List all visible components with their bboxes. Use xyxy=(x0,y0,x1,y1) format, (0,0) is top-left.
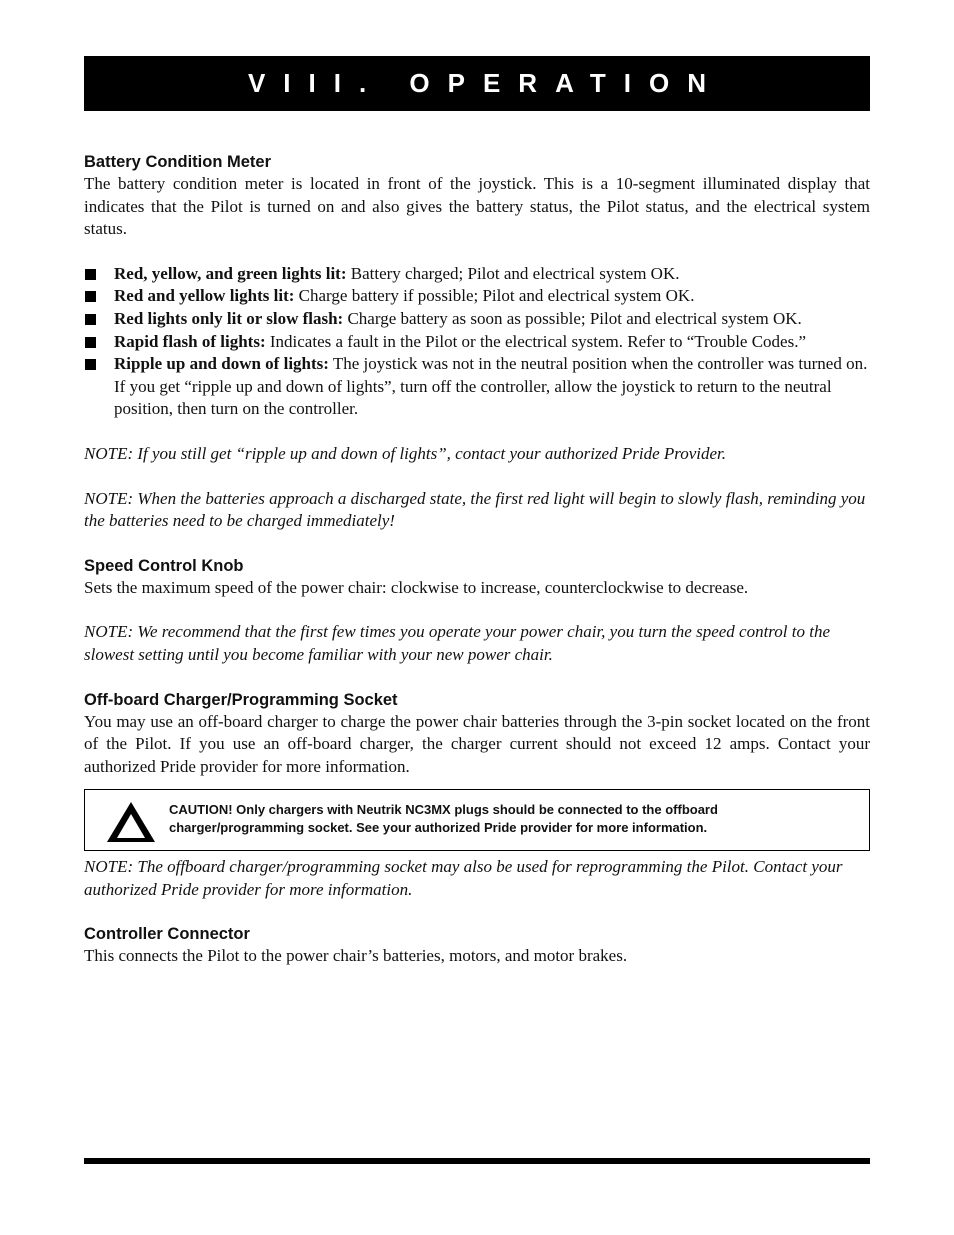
warning-triangle-icon xyxy=(103,800,159,844)
section-header-bar xyxy=(84,56,870,111)
list-item xyxy=(84,285,870,308)
bullet-label: Red and yellow lights lit: xyxy=(114,286,295,306)
speed-heading: Speed Control Knob xyxy=(84,556,244,575)
footer-rule xyxy=(84,1158,870,1164)
battery-body: The battery condition meter is located in front of the joystick. This is a 10-segment illuminated display that indicates that the Pilot is turned on and also gives the battery status, the Pilot status, and the electrical system status. xyxy=(84,174,870,239)
charger-heading: Off-board Charger/Programming Socket xyxy=(84,690,398,709)
connector-heading: Controller Connector xyxy=(84,925,250,944)
battery-status-list xyxy=(84,263,870,421)
square-bullet-icon xyxy=(85,359,96,370)
square-bullet-icon xyxy=(85,291,96,302)
bullet-label: Rapid flash of lights: xyxy=(114,331,266,351)
bullet-text: Indicates a fault in the Pilot or the electrical system. Refer to “Trouble Codes.” xyxy=(265,331,807,351)
battery-note-1: NOTE: If you still get “ripple up and down of lights”, contact your authorized Pride Provider. xyxy=(84,443,727,463)
battery-note-2: NOTE: When the batteries approach a discharged state, the first red light will begin to slowly flash, reminding you the batteries need to be charged immediately! xyxy=(84,488,866,531)
page-content xyxy=(84,151,870,968)
bullet-text: Charge battery if possible; Pilot and electrical system OK. xyxy=(294,286,695,306)
bullet-label: Red lights only lit or slow flash: xyxy=(114,308,344,328)
section-title: VIII. OPERATION xyxy=(247,68,725,98)
list-item xyxy=(84,353,870,421)
charger-note: NOTE: The offboard charger/programming socket may also be used for reprogramming the Pilot. Contact your authorized Pride provider for more information. xyxy=(84,857,843,899)
caution-text: CAUTION! Only chargers with Neutrik NC3MX plugs should be connected to the offboard charger/programming socket. See your authorized Pride provider for more information. xyxy=(169,802,718,835)
list-item xyxy=(84,263,870,286)
square-bullet-icon xyxy=(85,337,96,348)
bullet-text: The joystick was not in the neutral position when the controller was turned on. If you get “ripple up and down of lights”, turn off the controller, allow the joystick to return to the neutral position, then turn on the controller. xyxy=(114,354,868,419)
connector-body: This connects the Pilot to the power chair’s batteries, motors, and motor brakes. xyxy=(84,946,628,966)
speed-note: NOTE: We recommend that the first few times you operate your power chair, you turn the speed control to the slowest setting until you become familiar with your new power chair. xyxy=(84,622,831,664)
list-item xyxy=(84,308,870,331)
caution-box xyxy=(84,789,870,851)
square-bullet-icon xyxy=(85,314,96,325)
speed-body: Sets the maximum speed of the power chair: clockwise to increase, counterclockwise to decrease. xyxy=(84,577,749,597)
charger-body: You may use an off-board charger to charge the power chair batteries through the 3-pin socket located on the front of the Pilot. If you use an off-board charger, the charger current should not exceed 12 amps. Contact your authorized Pride provider for more information. xyxy=(84,711,870,776)
square-bullet-icon xyxy=(85,269,96,280)
bullet-text: Battery charged; Pilot and electrical system OK. xyxy=(346,263,680,283)
bullet-label: Ripple up and down of lights: xyxy=(114,354,329,374)
battery-heading: Battery Condition Meter xyxy=(84,153,272,171)
bullet-label: Red, yellow, and green lights lit: xyxy=(114,263,347,283)
list-item xyxy=(84,331,870,354)
bullet-text: Charge battery as soon as possible; Pilot and electrical system OK. xyxy=(343,308,802,328)
